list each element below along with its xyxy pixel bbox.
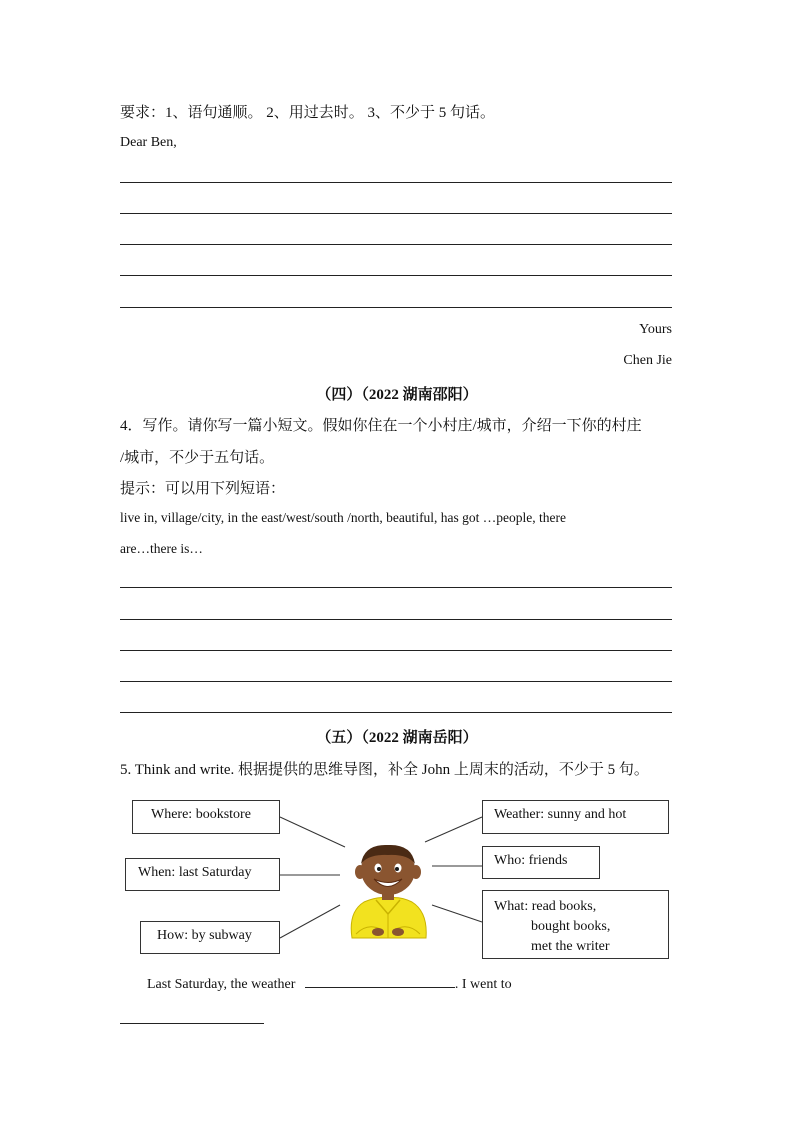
writing-line[interactable] — [120, 619, 672, 620]
section-heading-4: （四）（2022 湖南邵阳） — [316, 387, 478, 403]
mindmap-weather-text: Weather: sunny and hot — [494, 807, 627, 822]
question-5-instruction: 5. Think and write. 根据提供的思维导图，补全 John 上周末的活动，不少于 5 句。 — [120, 762, 649, 778]
letter-closing: Yours — [639, 322, 672, 337]
requirements-text: 要求：1、语句通顺。 2、用过去时。 3、不少于 5 句话。 — [120, 105, 496, 121]
section-heading-5: （五）（2022 湖南岳阳） — [316, 730, 478, 746]
hint-phrases-cont: are…there is… — [120, 541, 203, 556]
sentence-mid: . I went to — [454, 977, 512, 992]
mindmap-when-box — [125, 858, 280, 891]
mindmap-when-text: When: last Saturday — [138, 865, 252, 880]
mindmap-what-line: What: read books, — [494, 899, 597, 914]
writing-line[interactable] — [120, 275, 672, 276]
writing-line[interactable] — [120, 650, 672, 651]
answer-blank-weather[interactable] — [305, 987, 455, 988]
hint-phrases: live in, village/city, in the east/west/south /north, beautiful, has got …people, there — [120, 510, 567, 525]
writing-line[interactable] — [120, 712, 672, 713]
sentence-line — [147, 977, 512, 993]
question-4-prompt: 4．写作。请你写一篇小短文。假如你住在一个小村庄/城市，介绍一下你的村庄 — [120, 418, 642, 434]
mindmap-what-line: met the writer — [531, 939, 610, 954]
mindmap-who-box — [482, 846, 600, 879]
boy-illustration — [338, 842, 438, 940]
mindmap-where-box — [132, 800, 280, 834]
hint-label: 提示：可以用下列短语： — [120, 481, 286, 497]
answer-blank-place[interactable] — [120, 1023, 264, 1024]
writing-line[interactable] — [120, 244, 672, 245]
mindmap-where-text: Where: bookstore — [151, 807, 251, 822]
mindmap-weather-box — [482, 800, 669, 834]
mindmap-what-line: bought books, — [531, 919, 611, 934]
sentence-start: Last Saturday, the weather — [147, 977, 296, 992]
writing-line[interactable] — [120, 213, 672, 214]
mindmap-what-box — [482, 890, 669, 959]
writing-line[interactable] — [120, 587, 672, 588]
writing-line[interactable] — [120, 681, 672, 682]
letter-signature: Chen Jie — [623, 353, 672, 368]
mindmap-who-text: Who: friends — [494, 853, 568, 868]
writing-line[interactable] — [120, 182, 672, 183]
letter-greeting: Dear Ben, — [120, 135, 177, 150]
question-4-prompt-cont: /城市，不少于五句话。 — [120, 450, 275, 466]
writing-line[interactable] — [120, 307, 672, 308]
mindmap-how-text: How: by subway — [157, 928, 252, 943]
mindmap-how-box — [140, 921, 280, 954]
